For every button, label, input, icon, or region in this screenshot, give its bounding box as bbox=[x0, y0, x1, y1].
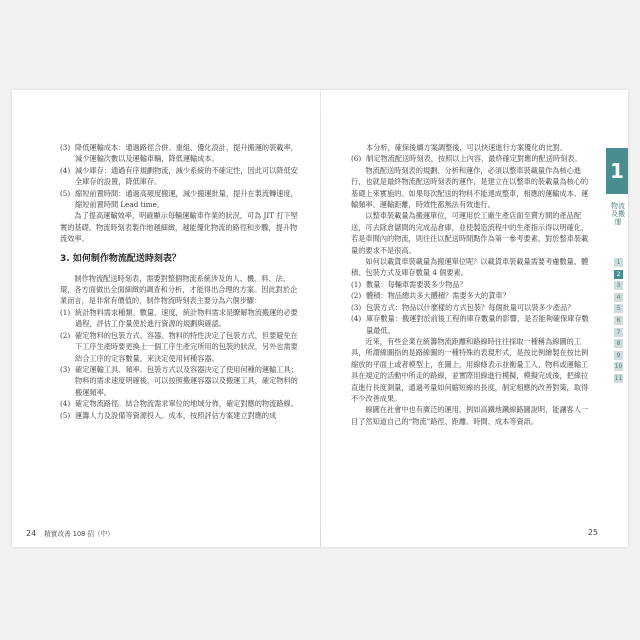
chapter-number: 6 bbox=[614, 316, 623, 325]
page-number: 25 bbox=[587, 528, 598, 537]
left-page bbox=[12, 90, 320, 547]
paragraph: 如何以載貨車裝載量為搬運單位呢？以載貨車裝載量需要考慮數量、體積、包裝方式及庫存數量 4 個要素。 bbox=[351, 257, 589, 278]
step-item: (2) 確定物料的包裝方式、容器。物料的特性決定了包裝方式，但要避免在下工序生產時要更換上一個工序生產完所用的包裝的狀況，另外也需要結合工序的定容數量，來決定使用何種容器。 bbox=[60, 330, 298, 363]
factor-item: (2) 體積：物品總共多大體積？需要多大的貨車？ bbox=[351, 291, 510, 301]
factor-item: (4) 庫存數量：搬運對於前後工程的庫存數量的影響，是否能夠確保庫存數量最低。 bbox=[351, 314, 589, 335]
chapter-number: 1 bbox=[614, 258, 623, 267]
chapter-number: 2 bbox=[614, 270, 623, 279]
chapter-number: 5 bbox=[614, 304, 623, 313]
list-item: (5) 縮短前置時間：通過高頻度搬運，減少搬運批量，提升在製流轉速度，縮短前置時間 Lead time。 bbox=[60, 188, 298, 210]
page-number: 24 bbox=[26, 529, 37, 538]
chapter-number: 3 bbox=[614, 281, 623, 290]
factor-item: (3) 包裝方式：物品以什麼樣的方式包裝？每個批量可以裝多少產品？ bbox=[351, 302, 575, 312]
paragraph: 制作物流配送時刻表，需要對整個物流系統涉及的人、機、料、法、環，各方面做出全面細緻的調查和分析，才能得出合理的方案。因此對於企業而言，是非常有價值的，制作物流時刻表主要分為六個步驟： bbox=[60, 273, 298, 306]
right-text-column bbox=[351, 142, 593, 427]
left-text-column bbox=[60, 142, 300, 421]
section-heading: 3. 如何制作物流配送時刻表？ bbox=[60, 253, 181, 264]
paragraph: 以整車裝載量為搬運單位，可運用於工廠生產店面至賣方間的產品配送，可去除倉儲間的完成品倉庫，並使製造流程中的生產指示得以明確化，若是車間內的物流，則往往以配送時間點作為第一參考要素，對於整車裝載量的要求不是很高。 bbox=[351, 211, 589, 255]
step-item: (4) 確定物流路徑。結合物流需求單位的地域分佈，確定對應的物流路線。 bbox=[60, 399, 298, 409]
step-item: (3) 確定運輸工具、頻率。包裝方式以及容器決定了使用何種的運輸工具；物料的需求速度明確後，可以按照搬運容器以及搬運工具，確定物料的搬運頻率。 bbox=[60, 364, 298, 397]
step-item: (5) 運籌人力及設備等資源投入、成本，按照評估方案建立對應的成 bbox=[60, 410, 277, 420]
chapter-number: 4 bbox=[614, 293, 623, 302]
list-item: (4) 減少庫存：通過有序規劃物流，減少系統的不確定性，因此可以降低安全庫存的設置，降低庫存。 bbox=[60, 165, 298, 187]
chapter-label: 物流及搬運 bbox=[611, 202, 625, 226]
paragraph: 物流配送時刻表的規劃、分析和運作，必須以整車裝載量作為核心進行，也就是最終物流配送時刻表的運作，是建立在以整車的裝載量為核心的基礎上來實施的。如果每次配送的物料不能達成整車，相應的運輸成本、運輸頻率、運輸距離，時效性都無法有效進行。 bbox=[351, 165, 589, 210]
book-spread bbox=[12, 90, 628, 547]
step-item: (1) 統計物料需求種類、數量、速度，統計物料需求是瞭解物流搬運的必要過程，評估工作量使於進行資源的規劃與確認。 bbox=[60, 307, 298, 329]
paragraph: 為了提高運輸效率，明確顯示每輛運輸車作業的狀況，可為 JIT 打下堅實的基礎。物流時刻表製作地越細緻，越能優化物流的路徑和步驟，提升物流效率。 bbox=[60, 211, 298, 244]
chapter-number: 9 bbox=[614, 351, 623, 360]
chapter-number: 7 bbox=[614, 328, 623, 337]
factor-item: (1) 數量：每輛車需要裝多少物品？ bbox=[351, 279, 467, 289]
paragraph: 近來，有些企業在統籌物流距離和路線時往往採取一種稱為線圖的工具，所謂線圖指的是路線圖的一種特殊的表現形式，是按比例繪製在按比例縮放的平面上或者模型上，在圖上，用線條表示並衡量工人、物料或運輸工具在規定的活動中所走的路線，並實際用線進行模擬，模擬完成後，把線拉直進行長度測量，通過考量如何縮短線的長度，制定相應的改善對策，取得不少改善成果。 bbox=[351, 336, 589, 403]
paragraph: 線圖在社會中也有廣泛的運用，例如高鐵地鐵線路圖說明，能讓客人一目了然知道自己的“物流”路徑、距離、時間、成本等資訊。 bbox=[351, 405, 589, 426]
chapter-number: 11 bbox=[614, 374, 623, 382]
chapter-number: 10 bbox=[614, 363, 623, 371]
list-item: (3) 降低運輸成本：通過路徑合併、重組、優化設計，提升搬運的裝載率，減少運輸次數以及運輸車輛，降低運輸成本。 bbox=[60, 143, 298, 164]
right-page bbox=[321, 90, 628, 547]
step-item: (6) 制定物流配送時刻表，按照以上內容，最終確定對應的配送時刻表。 bbox=[351, 154, 582, 164]
list-item: 本分析，確保後續方案調整後，可以快速進行方案優化的比對。 bbox=[366, 143, 568, 152]
chapter-number: 8 bbox=[614, 339, 623, 348]
book-title: 精實改善 108 招（中） bbox=[44, 530, 114, 538]
page-footer bbox=[26, 528, 114, 538]
chapter-tab: 1 bbox=[606, 148, 628, 194]
chapter-index bbox=[613, 258, 624, 386]
